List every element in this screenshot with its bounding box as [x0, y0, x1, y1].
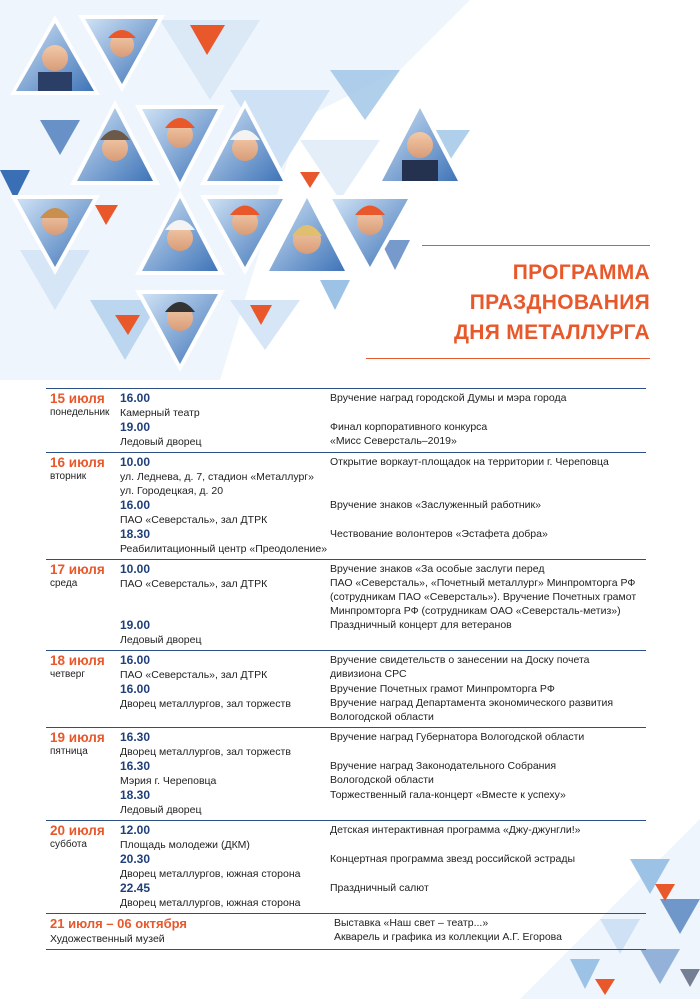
event-when-where — [120, 881, 330, 910]
day-weekday: среда — [50, 578, 78, 589]
exhibition-block — [46, 913, 646, 950]
day-date: 19 июля — [50, 730, 105, 745]
event-description — [330, 682, 646, 724]
day-block — [46, 820, 646, 913]
event-description-line: (сотрудникам ПАО «Северсталь»). Вручение Почетных грамот — [330, 591, 637, 603]
event-description-line: Вологодской области — [330, 774, 434, 786]
event-description — [330, 759, 646, 788]
day-header — [50, 391, 120, 419]
event-description-line: Праздничный концерт для ветеранов — [330, 619, 512, 631]
event-row — [120, 730, 646, 759]
event-row — [120, 852, 646, 881]
event-description — [330, 788, 646, 817]
event-row — [120, 498, 646, 527]
day-header — [50, 562, 120, 590]
event-description-line: Минпромторга РФ (сотрудникам ОАО «Северсталь-метиз») — [330, 605, 621, 617]
event-description-line: Праздничный салют — [330, 882, 429, 894]
event-description — [330, 455, 646, 498]
event-place: Дворец металлургов, южная сторона — [120, 868, 301, 880]
day-header — [50, 455, 120, 483]
event-description-line: Торжественный гала-концерт «Вместе к успеху» — [330, 789, 566, 801]
event-row — [120, 391, 646, 420]
day-block — [46, 388, 646, 452]
event-place: Дворец металлургов, зал торжеств — [120, 746, 291, 758]
event-description-line: Вручение наград Департамента экономического развития — [330, 697, 614, 709]
day-date: 17 июля — [50, 562, 105, 577]
exhibition-row — [46, 916, 646, 946]
schedule-table — [46, 388, 646, 950]
event-time: 16.00 — [120, 498, 151, 512]
event-description — [330, 618, 646, 647]
event-row — [120, 527, 646, 556]
event-row — [120, 618, 646, 647]
event-place: Камерный театр — [120, 407, 200, 419]
day-weekday: пятница — [50, 746, 88, 757]
day-header — [50, 730, 120, 758]
event-description-line: «Мисс Северсталь–2019» — [330, 435, 457, 447]
title-line-2: ПРАЗДНОВАНИЯ — [469, 291, 650, 314]
event-row — [120, 682, 646, 724]
event-when-where — [120, 759, 330, 788]
event-when-where — [120, 852, 330, 881]
event-when-where — [120, 653, 330, 682]
day-block — [46, 452, 646, 559]
day-weekday: четверг — [50, 669, 85, 680]
event-description-line: дивизиона СРС — [330, 668, 407, 680]
event-description — [330, 653, 646, 682]
event-row — [120, 881, 646, 910]
event-description-line: ПАО «Северсталь», «Почетный металлург» Минпромторга РФ — [330, 577, 636, 589]
event-place: ул. Городецкая, д. 20 — [120, 485, 224, 497]
event-description-line: Детская интерактивная программа «Джу-джунгли!» — [330, 824, 581, 836]
event-when-where — [120, 823, 330, 852]
event-description-line: Вручение наград Губернатора Вологодской области — [330, 731, 585, 743]
event-time: 10.00 — [120, 562, 151, 576]
exhibition-place: Художественный музей — [50, 933, 165, 945]
event-description-line: Вручение знаков «Заслуженный работник» — [330, 499, 541, 511]
event-description-line: Вручение Почетных грамот Минпромторга РФ — [330, 683, 555, 695]
exhibition-when-where — [50, 916, 334, 946]
event-time: 18.30 — [120, 788, 151, 802]
event-description — [330, 730, 646, 759]
event-time: 19.00 — [120, 420, 151, 434]
event-when-where — [120, 788, 330, 817]
exhibition-description — [334, 916, 642, 946]
day-weekday: суббота — [50, 839, 87, 850]
event-when-where — [120, 391, 330, 420]
event-row — [120, 788, 646, 817]
event-place: ПАО «Северсталь», зал ДТРК — [120, 514, 268, 526]
event-when-where — [120, 682, 330, 724]
day-header — [50, 653, 120, 681]
event-description — [330, 852, 646, 881]
day-weekday: понедельник — [50, 407, 110, 418]
event-time: 10.00 — [120, 455, 151, 469]
day-weekday: вторник — [50, 471, 87, 482]
event-place: Площадь молодежи (ДКМ) — [120, 839, 250, 851]
event-place: ПАО «Северсталь», зал ДТРК — [120, 578, 268, 590]
event-place: Ледовый дворец — [120, 804, 202, 816]
day-date: 15 июля — [50, 391, 105, 406]
event-place: ул. Леднева, д. 7, стадион «Металлург» — [120, 471, 314, 483]
event-time: 18.30 — [120, 527, 151, 541]
event-description — [330, 391, 646, 420]
event-place: ПАО «Северсталь», зал ДТРК — [120, 669, 268, 681]
event-description-line: Вручение наград городской Думы и мэра города — [330, 392, 567, 404]
event-time: 22.45 — [120, 881, 151, 895]
program-title — [366, 245, 650, 359]
event-time: 16.00 — [120, 682, 151, 696]
exhibition-date: 21 июля – 06 октября — [50, 916, 187, 931]
title-rule-bottom — [366, 358, 650, 359]
event-description-line: Вологодской области — [330, 711, 434, 723]
event-description-line: Вручение наград Законодательного Собрания — [330, 760, 557, 772]
exhibition-description-line: Выставка «Наш свет – театр...» — [334, 917, 489, 929]
day-block — [46, 650, 646, 727]
event-description — [330, 823, 646, 852]
event-list — [120, 653, 646, 724]
event-time: 16.30 — [120, 759, 151, 773]
day-block — [46, 559, 646, 650]
event-row — [120, 420, 646, 449]
title-line-3: ДНЯ МЕТАЛЛУРГА — [454, 321, 650, 344]
event-description — [330, 562, 646, 618]
event-time: 16.30 — [120, 730, 151, 744]
event-description-line: Чествование волонтеров «Эстафета добра» — [330, 528, 548, 540]
event-description-line: Открытие воркаут-площадок на территории г. Череповца — [330, 456, 609, 468]
day-date: 16 июля — [50, 455, 105, 470]
event-place: Реабилитационный центр «Преодоление» — [120, 543, 328, 555]
event-description-line: Вручение свидетельств о занесении на Доску почета — [330, 654, 590, 666]
event-when-where — [120, 455, 330, 498]
event-list — [120, 730, 646, 817]
event-list — [120, 823, 646, 910]
event-time: 19.00 — [120, 618, 151, 632]
day-block — [46, 727, 646, 820]
event-when-where — [120, 730, 330, 759]
event-time: 16.00 — [120, 391, 151, 405]
event-list — [120, 391, 646, 449]
event-row — [120, 759, 646, 788]
event-row — [120, 653, 646, 682]
event-time: 12.00 — [120, 823, 151, 837]
event-row — [120, 455, 646, 498]
event-when-where — [120, 618, 330, 647]
event-description — [330, 420, 646, 449]
day-date: 18 июля — [50, 653, 105, 668]
event-list — [120, 455, 646, 556]
event-place: Дворец металлургов, южная сторона — [120, 897, 301, 909]
event-time: 20.30 — [120, 852, 151, 866]
event-description — [330, 527, 646, 556]
event-description-line: Вручение знаков «За особые заслуги перед — [330, 563, 545, 575]
event-description — [330, 498, 646, 527]
event-row — [120, 823, 646, 852]
event-when-where — [120, 527, 330, 556]
event-time: 16.00 — [120, 653, 151, 667]
event-description-line: Финал корпоративного конкурса — [330, 421, 488, 433]
event-description — [330, 881, 646, 910]
exhibition-description-line: Акварель и графика из коллекции А.Г. Егорова — [334, 931, 562, 943]
event-place: Ледовый дворец — [120, 436, 202, 448]
event-place: Дворец металлургов, зал торжеств — [120, 698, 291, 710]
event-place: Ледовый дворец — [120, 634, 202, 646]
day-date: 20 июля — [50, 823, 105, 838]
title-line-1: ПРОГРАММА — [512, 261, 650, 284]
event-place: Мэрия г. Череповца — [120, 775, 217, 787]
event-when-where — [120, 420, 330, 449]
event-when-where — [120, 498, 330, 527]
title-rule-top — [422, 245, 650, 246]
event-when-where — [120, 562, 330, 618]
event-description-line: Концертная программа звезд российской эстрады — [330, 853, 575, 865]
day-header — [50, 823, 120, 851]
event-list — [120, 562, 646, 647]
event-row — [120, 562, 646, 618]
